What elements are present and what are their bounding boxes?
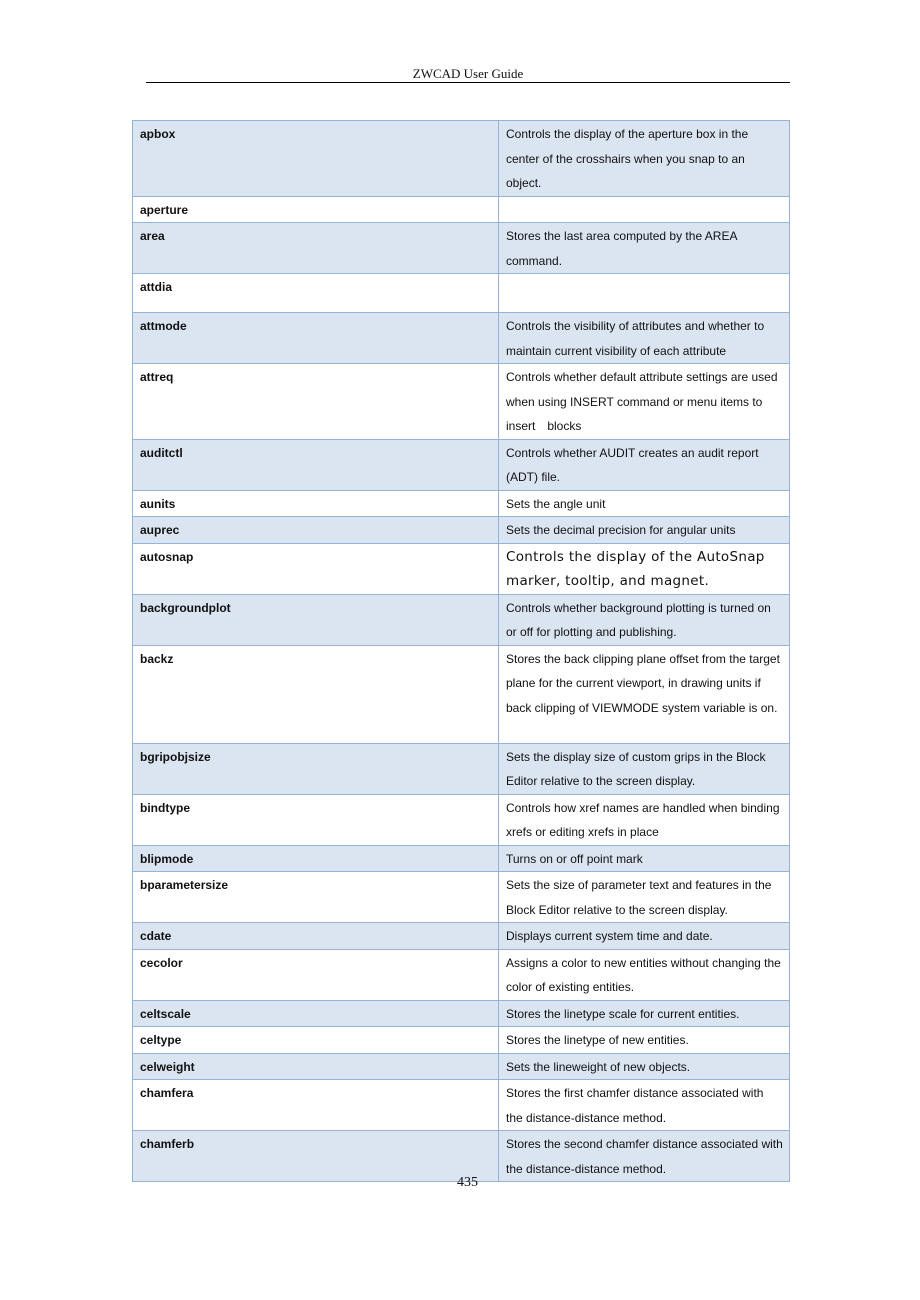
table-row	[133, 364, 790, 440]
table-row	[133, 223, 790, 274]
variable-description: Controls whether AUDIT creates an audit report (ADT) file.	[499, 439, 790, 490]
header-rule	[146, 82, 790, 83]
variable-name: bindtype	[133, 794, 499, 845]
variable-description: Controls the display of the AutoSnap marker, tooltip, and magnet.	[499, 543, 790, 594]
system-variables-table	[132, 120, 790, 1182]
table-row	[133, 1080, 790, 1131]
variable-name: cdate	[133, 923, 499, 950]
page-header: ZWCAD User Guide	[412, 66, 524, 81]
variable-description: Stores the linetype of new entities.	[499, 1027, 790, 1054]
table-row	[133, 490, 790, 517]
variable-description: Controls whether default attribute settings are used when using INSERT command or menu items to insert blocks	[499, 364, 790, 440]
variable-name: backz	[133, 645, 499, 743]
variable-description: Sets the decimal precision for angular units	[499, 517, 790, 544]
table-row	[133, 923, 790, 950]
variable-name: bparametersize	[133, 872, 499, 923]
variable-name: auditctl	[133, 439, 499, 490]
variable-name: celweight	[133, 1053, 499, 1080]
variable-description: Controls whether background plotting is turned on or off for plotting and publishing.	[499, 594, 790, 645]
table-row	[133, 645, 790, 743]
variable-name: celtscale	[133, 1000, 499, 1027]
variable-description: Stores the linetype scale for current entities.	[499, 1000, 790, 1027]
table-row	[133, 196, 790, 223]
table-row	[133, 543, 790, 594]
table-row	[133, 845, 790, 872]
variable-name: attmode	[133, 313, 499, 364]
table-row	[133, 1027, 790, 1054]
variable-description: Sets the angle unit	[499, 490, 790, 517]
variable-name: attdia	[133, 274, 499, 313]
table-row	[133, 1053, 790, 1080]
variable-name: chamferb	[133, 1131, 499, 1182]
table-row	[133, 313, 790, 364]
variable-description	[499, 196, 790, 223]
variable-description: Sets the size of parameter text and features in the Block Editor relative to the screen display.	[499, 872, 790, 923]
variable-name: bgripobjsize	[133, 743, 499, 794]
variable-name: blipmode	[133, 845, 499, 872]
variable-description: Controls the display of the aperture box in the center of the crosshairs when you snap to an object.	[499, 121, 790, 197]
page-number: 435	[457, 1175, 478, 1190]
variable-name: aperture	[133, 196, 499, 223]
variable-description: Sets the lineweight of new objects.	[499, 1053, 790, 1080]
table-row	[133, 121, 790, 197]
variable-description: Controls how xref names are handled when binding xrefs or editing xrefs in place	[499, 794, 790, 845]
variable-description: Stores the first chamfer distance associated with the distance-distance method.	[499, 1080, 790, 1131]
variable-description: Controls the visibility of attributes and whether to maintain current visibility of each attribute	[499, 313, 790, 364]
variable-description: Stores the second chamfer distance associated with the distance-distance method.	[499, 1131, 790, 1182]
table-row	[133, 1000, 790, 1027]
variable-description: Turns on or off point mark	[499, 845, 790, 872]
table-row	[133, 274, 790, 313]
variable-name: auprec	[133, 517, 499, 544]
variable-description: Stores the last area computed by the AREA command.	[499, 223, 790, 274]
variable-description	[499, 274, 790, 313]
variable-description: Sets the display size of custom grips in the Block Editor relative to the screen display.	[499, 743, 790, 794]
variable-name: backgroundplot	[133, 594, 499, 645]
variable-name: celtype	[133, 1027, 499, 1054]
table-row	[133, 743, 790, 794]
variable-name: area	[133, 223, 499, 274]
table-row	[133, 949, 790, 1000]
variable-name: autosnap	[133, 543, 499, 594]
variable-description: Assigns a color to new entities without changing the color of existing entities.	[499, 949, 790, 1000]
table-row	[133, 594, 790, 645]
variable-name: aunits	[133, 490, 499, 517]
table-row	[133, 794, 790, 845]
variable-description: Displays current system time and date.	[499, 923, 790, 950]
variable-name: apbox	[133, 121, 499, 197]
table-row	[133, 517, 790, 544]
variable-name: chamfera	[133, 1080, 499, 1131]
variable-name: cecolor	[133, 949, 499, 1000]
table-row	[133, 439, 790, 490]
table-row	[133, 1131, 790, 1182]
variable-description: Stores the back clipping plane offset from the target plane for the current viewport, in drawing units if back clipping of VIEWMODE system variable is on.	[499, 645, 790, 743]
table-row	[133, 872, 790, 923]
variable-name: attreq	[133, 364, 499, 440]
